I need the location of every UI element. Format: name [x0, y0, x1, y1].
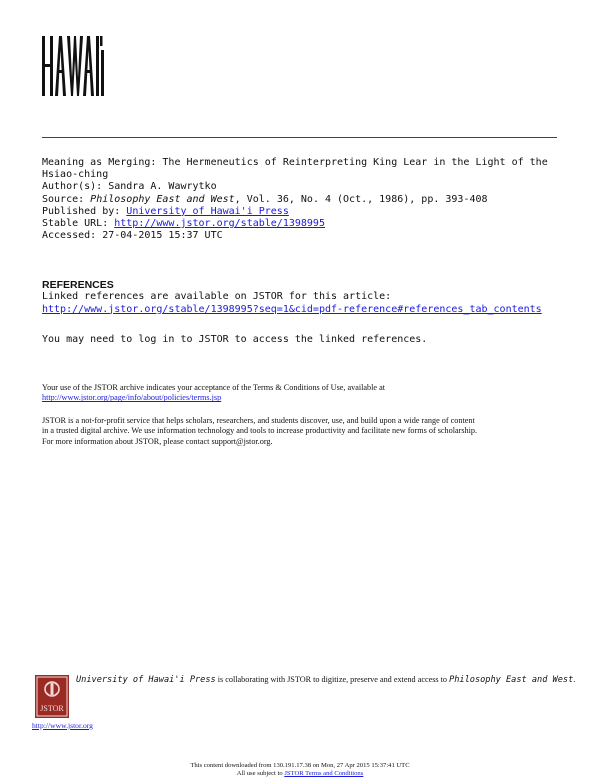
footer-line1: This content downloaded from 130.191.17.38 on Mon, 27 Apr 2015 15:37:41 UTC: [190, 762, 410, 769]
jstor-home-link[interactable]: http://www.jstor.org: [32, 721, 93, 730]
collaboration-statement: [76, 675, 576, 685]
accessed-date: Accessed: 27-04-2015 15:37 UTC: [42, 230, 223, 242]
published-by-label: Published by:: [42, 205, 127, 217]
publisher-link[interactable]: University of Hawai'i Press: [126, 205, 289, 217]
references-section: [42, 279, 562, 316]
footer-line2: [0, 770, 600, 778]
terms-link[interactable]: http://www.jstor.org/page/info/about/policies/terms.jsp: [42, 393, 222, 403]
stable-url-link[interactable]: http://www.jstor.org/stable/1398995: [114, 218, 325, 230]
login-note: You may need to log in to JSTOR to access the linked references.: [42, 334, 428, 345]
citation-block: [42, 157, 562, 242]
published-by: [42, 206, 562, 218]
references-link[interactable]: http://www.jstor.org/stable/1398995?seq=1&cid=pdf-reference#references_tab_contents: [42, 303, 542, 315]
stable-url: [42, 218, 562, 230]
source-journal: Philosophy East and West: [90, 193, 235, 205]
source-details: , Vol. 36, No. 4 (Oct., 1986), pp. 393-408: [234, 193, 488, 205]
source-label: Source:: [42, 193, 91, 205]
terms-text: Your use of the JSTOR archive indicates your acceptance of the Terms & Conditions of Use, available at: [42, 383, 385, 392]
references-intro: Linked references are available on JSTOR for this article:: [42, 291, 392, 303]
collab-publisher: University of Hawai'i Press: [76, 675, 216, 685]
source: [42, 194, 562, 206]
about-line3: For more information about JSTOR, please contact support@jstor.org.: [42, 436, 273, 446]
about-jstor: [42, 416, 562, 447]
terms-notice: [42, 383, 562, 404]
jstor-logo[interactable]: [35, 675, 69, 718]
about-line1: JSTOR is a not-for-profit service that helps scholars, researchers, and students discover, use, and build upon a wide range of content: [42, 416, 475, 425]
article-title-line2: Hsiao-ching: [42, 169, 109, 181]
jstor-logo-text: JSTOR: [40, 704, 64, 713]
publisher-logo: [42, 30, 104, 104]
collab-middle: is collaborating with JSTOR to digitize, preserve and extend access to: [215, 675, 450, 684]
header-rule: [42, 137, 557, 138]
footer-line2-prefix: All use subject to: [236, 770, 285, 777]
footer-terms-link[interactable]: JSTOR Terms and Conditions: [284, 770, 364, 777]
collab-journal: Philosophy East and West: [449, 675, 574, 685]
article-title-line1: Meaning as Merging: The Hermeneutics of Reinterpreting King Lear in the Light of the: [42, 157, 548, 168]
references-heading: REFERENCES: [42, 279, 114, 291]
collab-end: .: [573, 675, 576, 684]
stable-url-label: Stable URL:: [42, 218, 115, 230]
about-line2: in a trusted digital archive. We use information technology and tools to increase productivity and facilitate new forms of scholarship.: [42, 426, 478, 436]
download-footer: [0, 762, 600, 778]
authors: Author(s): Sandra A. Wawrytko: [42, 181, 217, 193]
